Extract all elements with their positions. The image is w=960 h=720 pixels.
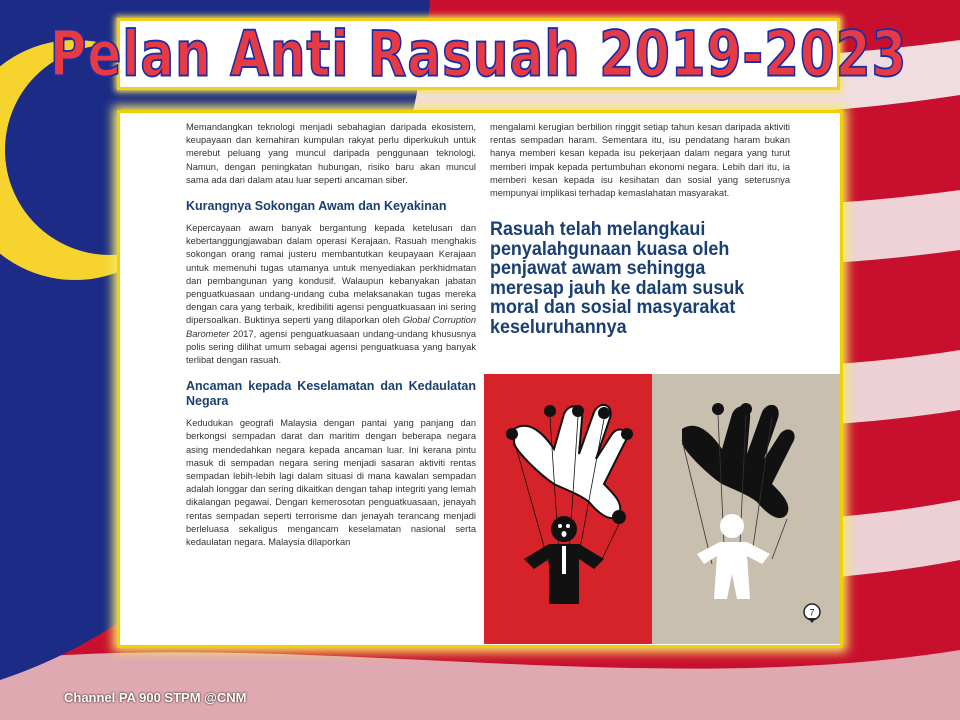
page-number-marker	[802, 603, 822, 623]
title-text: Pelan Anti Rasuah 2019-2023	[49, 17, 908, 91]
intro-paragraph: Memandangkan teknologi menjadi sebahagian daripada ekosistem, keupayaan dan kemahiran kumpulan rakyat perlu diperkukuh untuk merebut peluang yang muncul daripada penggunaan teknologi. Namun, dengan peningkatan hubungan, risiko baru akan muncul sama ada dari dalam atau luar seperti ancaman siber.	[186, 122, 476, 185]
footer-credit: Channel PA 900 STPM @CNM	[64, 690, 247, 705]
pull-quote: Rasuah telah melangkaui penyalahgunaan kuasa oleh penjawat awam sehingga meresap jauh ke dalam susuk moral dan sosial masyarakat keseluruhannya	[490, 218, 745, 338]
right-paragraph: mengalami kerugian berbilion ringgit setiap tahun kesan daripada aktiviti rentas sempadan haram. Sementara itu, isu pendatang haram bukan hanya memberi kesan kepada isu pekerjaan dalam negara yang turut memberi impak kepada pertumbuhan ekonomi negara. Lebih dari itu, ia memberi kesan kepada isu kesihatan dan sosial yang seterusnya mempunyai implikasi terhadap kemaslahatan masyarakat.	[490, 122, 790, 199]
right-column-text	[490, 121, 790, 200]
public-support-paragraph	[186, 222, 476, 367]
para1-text-a: Kepercayaan awam banyak bergantung kepada ketelusan dan kebertanggungjawaban dalam operasi Kerajaan. Rasuah menghakis sokongan orang ramai justeru membantutkan keupayaan Kerajaan untuk memenuhi tugas utamanya untuk menyediakan perkhidmatan dan pembangunan yang kondusif. Walaupun kebanyakan jabatan penguatkuasaan undang-undang cuba melaksanakan tugas mereka dengan cara yang terbaik, kredibiliti agensi penguatkuasaan ini sering dipersoalkan. Buktinya seperti yang dilaporkan oleh	[186, 223, 476, 326]
security-paragraph: Kedudukan geografi Malaysia dengan pantai yang panjang dan berkongsi sempadan darat dan maritim dengan beberapa negara asing mendedahkan negara kepada ancaman luar. Ini kerana pintu masuk di sempadan negara sering menjadi sasaran aktiviti rentas sempadan lebih-lebih lagi dalam situasi di mana kawalan sempadan adalah longgar dan sering dikaitkan dengan tahap integriti yang lemah dikalangan pegawai. Dengan kemerosotan penguatkuasaan, jenayah rentas sempadan seperti terrorisme dan jenayah terancang menjadi berleluasa sekaligus mengancam keselamatan nasional serta kedaulatan negara. Malaysia dilaporkan	[186, 418, 476, 548]
heading-public-support: Kurangnya Sokongan Awam dan Keyakinan	[186, 199, 447, 214]
puppet-hands-graphic	[484, 374, 840, 644]
left-column	[186, 121, 476, 559]
puppet-illustration	[484, 374, 840, 644]
heading-security-sovereignty: Ancaman kepada Keselamatan dan Kedaulatan Negara	[186, 379, 476, 409]
document-page	[117, 110, 843, 648]
para1-emphasis: Global Corruption Barometer	[186, 315, 476, 339]
page-number-text: 7	[809, 607, 815, 618]
title-banner	[49, 17, 908, 91]
para1-text-b: 2017, agensi penguatkuasaan undang-undang khususnya polis sering dilihat umum sebagai agensi penguatkuasa yang banyak terlibat dengan rasuah.	[186, 328, 476, 366]
